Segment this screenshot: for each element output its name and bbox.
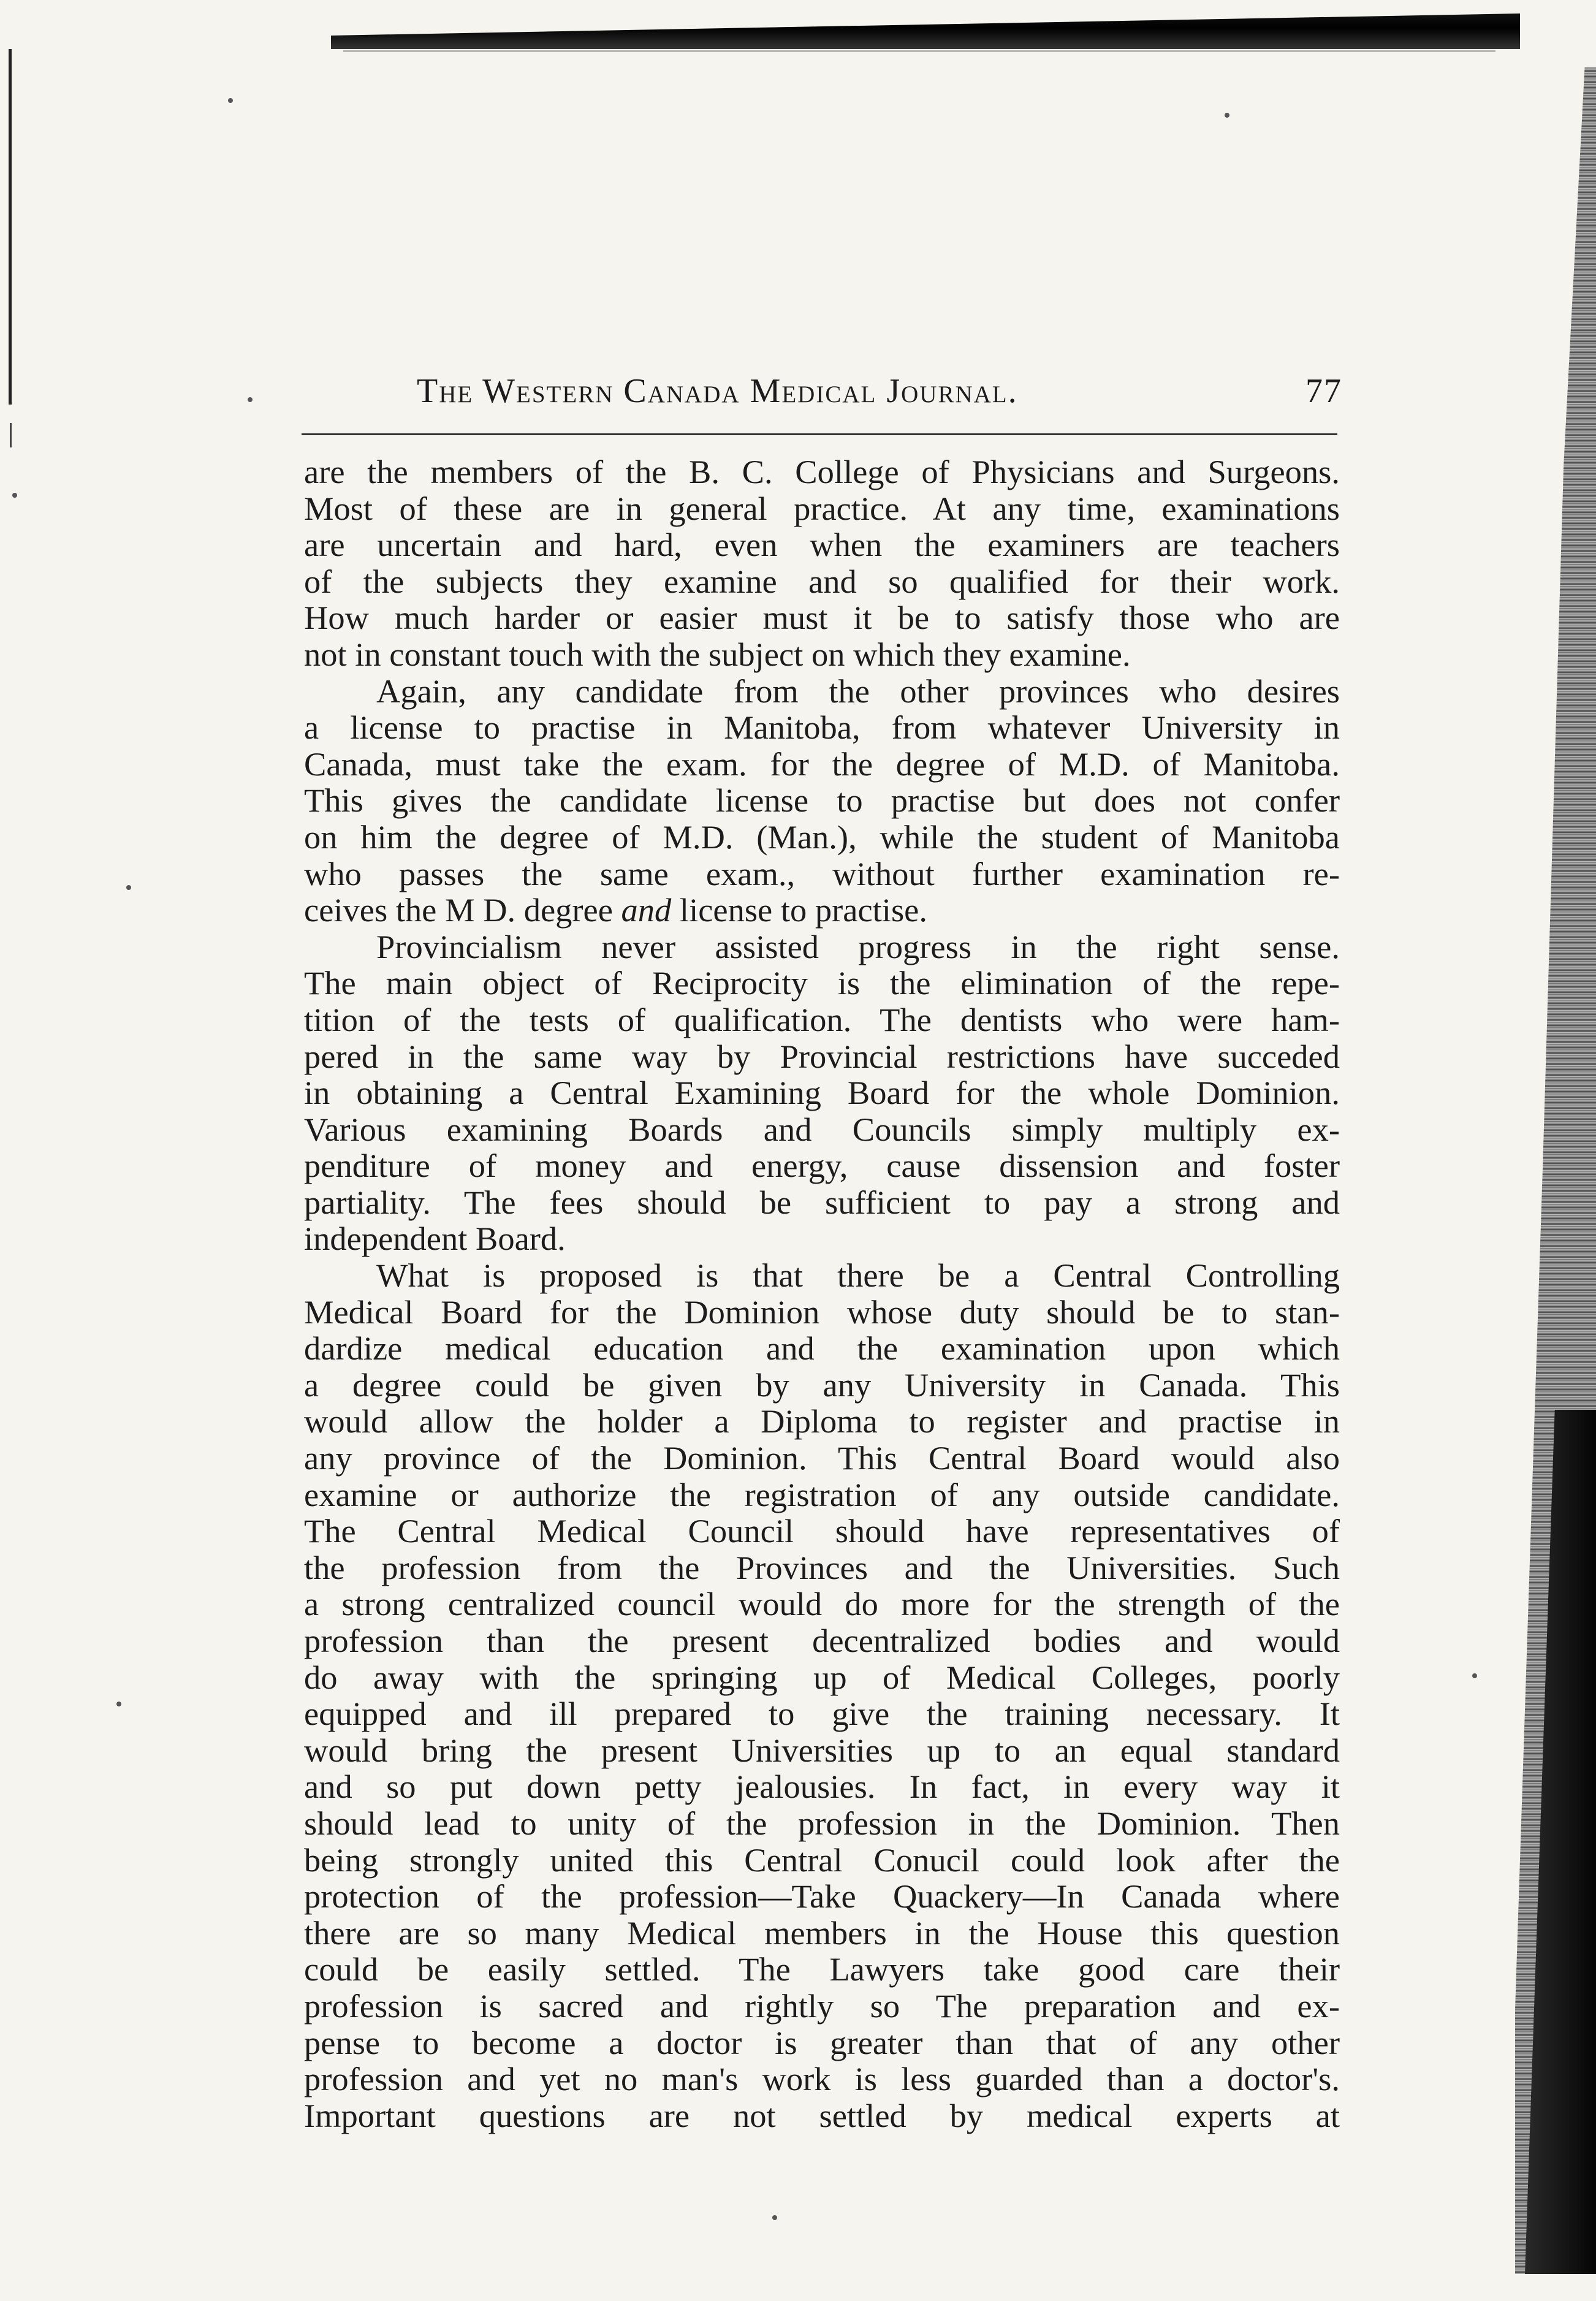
journal-title: The Western Canada Medical Journal. xyxy=(417,372,1018,410)
speck xyxy=(1472,1673,1477,1678)
text-line: any province of the Dominion. This Central Board would also xyxy=(304,1439,1340,1477)
text-line: tition of the tests of qualification. The dentists who were ham- xyxy=(304,1000,1340,1038)
text-line: would bring the present Universities up to an equal standard xyxy=(304,1731,1340,1769)
speck xyxy=(12,493,17,498)
text-line: Important questions are not settled by medical experts at xyxy=(304,2096,1340,2134)
text-line: a strong centralized council would do more for the strength of the xyxy=(304,1585,1340,1623)
speck xyxy=(248,397,253,402)
header-rule xyxy=(302,433,1337,435)
text-line: examine or authorize the registration of any outside candidate. xyxy=(304,1475,1340,1513)
scan-top-bar xyxy=(331,13,1520,49)
text-line: penditure of money and energy, cause dissension and foster xyxy=(304,1147,1340,1185)
speck xyxy=(1225,113,1229,118)
article-body xyxy=(304,454,1340,2134)
italic-word: and xyxy=(621,891,672,929)
text-line: there are so many Medical members in the House this question xyxy=(304,1914,1340,1952)
text-line: are uncertain and hard, even when the examiners are teachers xyxy=(304,526,1340,564)
text-line: independent Board. xyxy=(304,1220,566,1258)
text-line: protection of the profession—Take Quackery—In Canada where xyxy=(304,1877,1340,1915)
text-line: a license to practise in Manitoba, from whatever University in xyxy=(304,709,1340,747)
text-line: Canada, must take the exam. for the degree of M.D. of Manitoba. xyxy=(304,745,1340,783)
text-line: should lead to unity of the profession in the Dominion. Then xyxy=(304,1804,1340,1842)
text-line: the profession from the Provinces and the Universities. Such xyxy=(304,1548,1340,1586)
text-line: profession than the present decentralized bodies and would xyxy=(304,1622,1340,1659)
scan-left-edge-mark xyxy=(10,423,12,447)
scan-top-bar-shadow xyxy=(343,50,1495,52)
speck xyxy=(116,1702,121,1706)
running-header xyxy=(300,371,1342,420)
text-line: dardize medical education and the examination upon which xyxy=(304,1329,1340,1367)
text-run: license to practise. xyxy=(671,891,927,929)
text-line: How much harder or easier must it be to satisfy those who are xyxy=(304,599,1340,637)
text-line: who passes the same exam., without further examination re- xyxy=(304,854,1340,892)
text-line: Various examining Boards and Councils simply multiply ex- xyxy=(304,1110,1340,1148)
text-line: The main object of Reciprocity is the elimination of the repe- xyxy=(304,964,1340,1002)
text-line: are the members of the B. C. College of Physicians and Surgeons. xyxy=(304,453,1340,490)
text-line: The Central Medical Council should have representatives of xyxy=(304,1512,1340,1550)
text-line: do away with the springing up of Medical Colleges, poorly xyxy=(304,1658,1340,1696)
text-line: Again, any candidate from the other provinces who desires xyxy=(376,672,1340,710)
text-line: equipped and ill prepared to give the training necessary. It xyxy=(304,1695,1340,1733)
text-line: in obtaining a Central Examining Board for the whole Dominion. xyxy=(304,1074,1340,1112)
speck xyxy=(126,885,131,890)
text-line: would allow the holder a Diploma to register and practise in xyxy=(304,1402,1340,1440)
text-line: What is proposed is that there be a Central Controlling xyxy=(376,1257,1340,1295)
page-number: 77 xyxy=(1305,372,1342,410)
text-line: being strongly united this Central Conucil could look after the xyxy=(304,1841,1340,1879)
text-line: Medical Board for the Dominion whose duty should be to stan- xyxy=(304,1293,1340,1331)
text-line: could be easily settled. The Lawyers take good care their xyxy=(304,1950,1340,1988)
text-line: pered in the same way by Provincial restrictions have succeded xyxy=(304,1037,1340,1075)
text-line: This gives the candidate license to practise but does not confer xyxy=(304,782,1340,820)
text-line: Most of these are in general practice. At any time, examinations xyxy=(304,489,1340,527)
text-line xyxy=(304,892,1340,929)
scan-left-edge xyxy=(9,49,12,405)
speck xyxy=(772,2215,777,2220)
text-line: a degree could be given by any University in Canada. This xyxy=(304,1366,1340,1404)
text-line: profession is sacred and rightly so The preparation and ex- xyxy=(304,1987,1340,2025)
text-line: on him the degree of M.D. (Man.), while the student of Manitoba xyxy=(304,818,1340,856)
speck xyxy=(228,98,233,103)
text-line: pense to become a doctor is greater than that of any other xyxy=(304,2023,1340,2061)
text-line: Provincialism never assisted progress in the right sense. xyxy=(376,927,1340,965)
text-line: profession and yet no man's work is less guarded than a doctor's. xyxy=(304,2060,1340,2098)
text-line: and so put down petty jealousies. In fact, in every way it xyxy=(304,1768,1340,1806)
text-line: not in constant touch with the subject on which they examine. xyxy=(304,635,1131,673)
text-line: of the subjects they examine and so qualified for their work. xyxy=(304,562,1340,600)
text-run: ceives the M D. degree xyxy=(304,891,621,929)
text-line: partiality. The fees should be sufficient to pay a strong and xyxy=(304,1183,1340,1221)
